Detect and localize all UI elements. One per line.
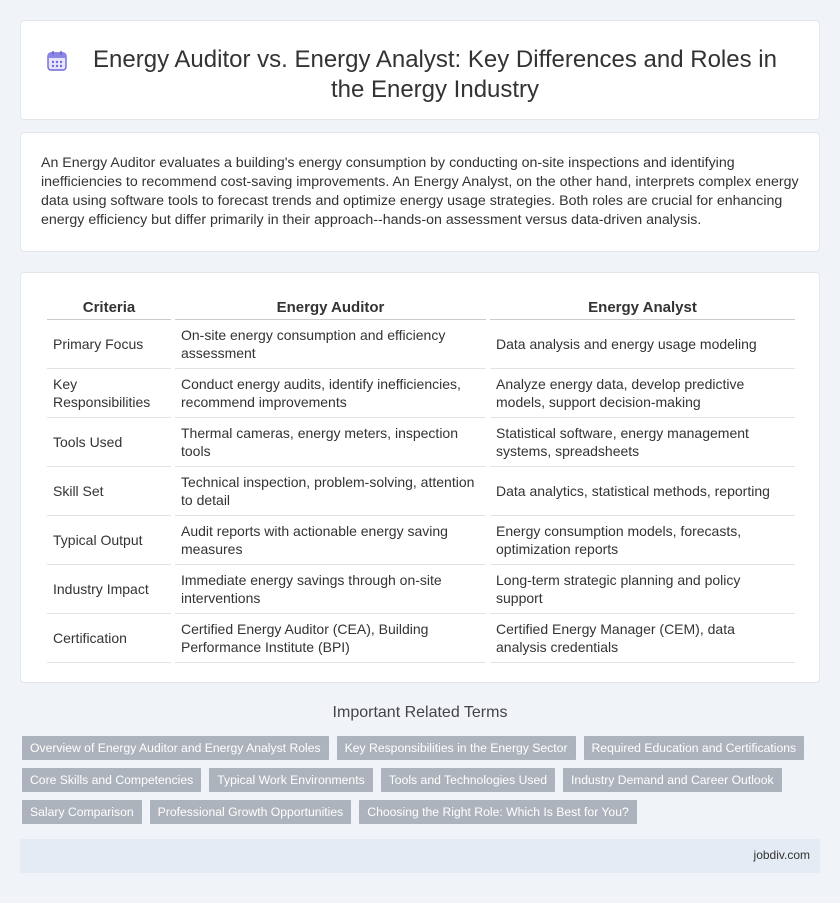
analyst-cell: Data analytics, statistical methods, reporting (490, 467, 795, 516)
related-term-link[interactable]: Key Responsibilities in the Energy Sector (337, 736, 576, 760)
comparison-table (43, 295, 799, 663)
analyst-cell: Statistical software, energy management systems, spreadsheets (490, 418, 795, 467)
auditor-cell: Technical inspection, problem-solving, attention to detail (175, 467, 486, 516)
table-row (47, 320, 795, 369)
footer (20, 839, 820, 873)
criteria-cell: Typical Output (47, 516, 171, 565)
related-term-link[interactable]: Typical Work Environments (209, 768, 372, 792)
table-row (47, 516, 795, 565)
criteria-cell: Key Responsibilities (47, 369, 171, 418)
related-term-link[interactable]: Professional Growth Opportunities (150, 800, 352, 824)
related-term-link[interactable]: Overview of Energy Auditor and Energy Analyst Roles (22, 736, 329, 760)
related-term-link[interactable]: Industry Demand and Career Outlook (563, 768, 782, 792)
analyst-cell: Certified Energy Manager (CEM), data analysis credentials (490, 614, 795, 663)
header-criteria: Criteria (47, 295, 171, 320)
related-term-link[interactable]: Core Skills and Competencies (22, 768, 201, 792)
intro-card (20, 132, 820, 252)
title-card (20, 20, 820, 120)
table-header-row (47, 295, 795, 320)
auditor-cell: Conduct energy audits, identify inefficiencies, recommend improvements (175, 369, 486, 418)
page-title: Energy Auditor vs. Energy Analyst: Key Differences and Roles in the Energy Industry (93, 46, 777, 103)
criteria-cell: Certification (47, 614, 171, 663)
auditor-cell: Certified Energy Auditor (CEA), Building Performance Institute (BPI) (175, 614, 486, 663)
criteria-cell: Primary Focus (47, 320, 171, 369)
related-terms-heading: Important Related Terms (332, 704, 508, 721)
auditor-cell: Audit reports with actionable energy saving measures (175, 516, 486, 565)
auditor-cell: Immediate energy savings through on-site interventions (175, 565, 486, 614)
intro-paragraph: An Energy Auditor evaluates a building's energy consumption by conducting on-site inspections and identifying inefficiencies to recommend cost-saving improvements. An Energy Analyst, on the other hand, interprets complex energy data using software tools to forecast trends and optimize energy usage strategies. Both roles are crucial for enhancing energy efficiency but differ primarily in their approach--hands-on assessment versus data-driven analysis. (41, 155, 799, 228)
table-row (47, 565, 795, 614)
footer-site-link[interactable]: jobdiv.com (753, 848, 810, 862)
auditor-cell: Thermal cameras, energy meters, inspection tools (175, 418, 486, 467)
auditor-cell: On-site energy consumption and efficiency assessment (175, 320, 486, 369)
table-row (47, 369, 795, 418)
comparison-card (20, 272, 820, 683)
header-energy-auditor: Energy Auditor (175, 295, 486, 320)
related-term-link[interactable]: Salary Comparison (22, 800, 142, 824)
criteria-cell: Skill Set (47, 467, 171, 516)
criteria-cell: Tools Used (47, 418, 171, 467)
table-row (47, 418, 795, 467)
table-row (47, 467, 795, 516)
analyst-cell: Long-term strategic planning and policy support (490, 565, 795, 614)
analyst-cell: Data analysis and energy usage modeling (490, 320, 795, 369)
related-term-link[interactable]: Choosing the Right Role: Which Is Best for You? (359, 800, 637, 824)
related-term-link[interactable]: Tools and Technologies Used (381, 768, 555, 792)
table-row (47, 614, 795, 663)
related-term-link[interactable]: Required Education and Certifications (584, 736, 805, 760)
related-terms-list (22, 736, 812, 824)
analyst-cell: Energy consumption models, forecasts, optimization reports (490, 516, 795, 565)
analyst-cell: Analyze energy data, develop predictive models, support decision-making (490, 369, 795, 418)
header-energy-analyst: Energy Analyst (490, 295, 795, 320)
criteria-cell: Industry Impact (47, 565, 171, 614)
